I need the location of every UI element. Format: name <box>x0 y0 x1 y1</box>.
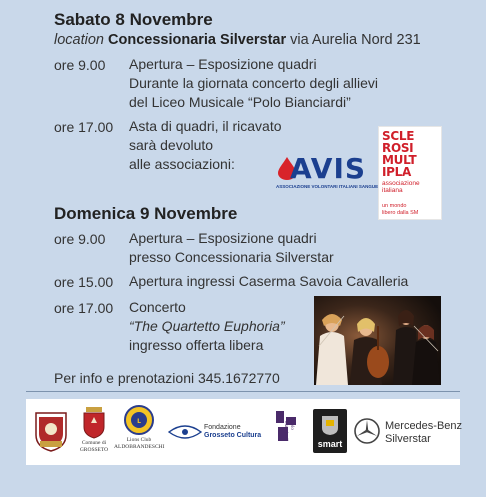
domenica-event-2-desc <box>129 272 408 291</box>
eye-icon <box>168 425 202 439</box>
tagline-line: un mondo <box>382 203 407 209</box>
wordmark-line: ROSI <box>382 141 414 155</box>
shield-icon <box>32 409 70 453</box>
wordmark-line: SCLE <box>382 129 415 143</box>
location-address: via Aurelia Nord 231 <box>290 32 421 48</box>
crest-icon <box>82 407 106 439</box>
avis-subtitle: ASSOCIAZIONE VOLONTARI ITALIANI SANGUE <box>276 184 379 189</box>
tagline-line: libero dalla SM <box>382 209 419 216</box>
quartet-photo <box>314 296 441 385</box>
desc-line: Durante la giornata concerto degli allievi <box>129 75 379 91</box>
desc-line: “The Quartetto Euphoria” <box>129 318 285 334</box>
label-line: Fondazione <box>204 424 241 431</box>
fondazione-label <box>204 424 261 440</box>
comune-label <box>76 440 112 453</box>
sabato-title: Sabato 8 Novembre <box>54 10 213 29</box>
desc-line: del Liceo Musicale “Polo Bianciardi” <box>129 94 351 110</box>
label-line: bianciardi <box>283 421 288 441</box>
label-line: Silverstar <box>385 433 431 445</box>
sclerosi-tagline <box>382 203 418 216</box>
info-line: Per info e prenotazioni 345.1672770 <box>54 370 280 386</box>
smart-text: smart <box>317 439 343 449</box>
mercedes-star-icon <box>353 417 381 445</box>
domenica-event-2-time: ore 15.00 <box>54 274 114 290</box>
desc-line: Apertura ingressi Caserma Savoia Cavalleria <box>129 273 409 289</box>
label-line: Comune di <box>81 440 107 446</box>
desc-line: presso Concessionaria Silverstar <box>129 249 334 265</box>
sabato-location <box>54 32 421 48</box>
label-line: GROSSETO <box>79 446 109 453</box>
desc-line: Asta di quadri, il ricavato <box>129 118 282 134</box>
domenica-event-1-desc <box>129 229 334 267</box>
location-name: Concessionaria Silverstar <box>108 32 287 48</box>
domenica-title: Domenica 9 Novembre <box>54 204 238 223</box>
sabato-event-2-time: ore 17.00 <box>54 119 114 135</box>
domenica-event-3-desc <box>129 298 285 355</box>
divider <box>26 391 460 392</box>
polo-label <box>282 421 294 441</box>
domenica-event-3-time: ore 17.00 <box>54 300 114 316</box>
sponsors-strip <box>26 399 463 465</box>
assoc-line: italiana <box>382 187 403 194</box>
wordmark-line: MULT <box>382 153 417 167</box>
smart-logo <box>313 409 347 453</box>
desc-line: sarà devoluto <box>129 137 214 153</box>
desc-line: Apertura – Esposizione quadri <box>129 56 317 72</box>
desc-line: Apertura – Esposizione quadri <box>129 230 317 246</box>
label-line: Grosseto Cultura <box>204 432 262 439</box>
desc-line: alle associazioni: <box>129 156 235 172</box>
desc-line: ingresso offerta libera <box>129 337 264 353</box>
sabato-event-1-time: ore 9.00 <box>54 57 106 73</box>
avis-logo <box>276 152 379 190</box>
label-line: Lions Club <box>126 437 152 443</box>
sclerosi-multipla-logo <box>379 127 441 219</box>
sclerosi-assoc <box>382 180 420 194</box>
lions-emblem-icon <box>124 405 154 435</box>
sabato-event-1-desc <box>129 55 378 112</box>
assoc-line: associazione <box>382 180 420 187</box>
avis-word: AVIS <box>290 152 367 185</box>
smart-emblem-icon <box>320 414 340 436</box>
lions-label <box>114 437 164 450</box>
mercedes-label <box>385 420 462 446</box>
sabato-event-2-desc <box>129 117 282 174</box>
sclerosi-wordmark <box>382 130 416 178</box>
label-line: Mercedes-Benz <box>385 420 463 432</box>
desc-line: Concerto <box>129 299 186 315</box>
domenica-event-1-time: ore 9.00 <box>54 231 106 247</box>
location-prefix: location <box>54 32 104 48</box>
svg-text:L: L <box>137 418 141 425</box>
label-line: ALDOBRANDESCHI <box>114 443 165 450</box>
wordmark-line: IPLA <box>382 165 411 179</box>
label-line: polo <box>289 421 294 430</box>
